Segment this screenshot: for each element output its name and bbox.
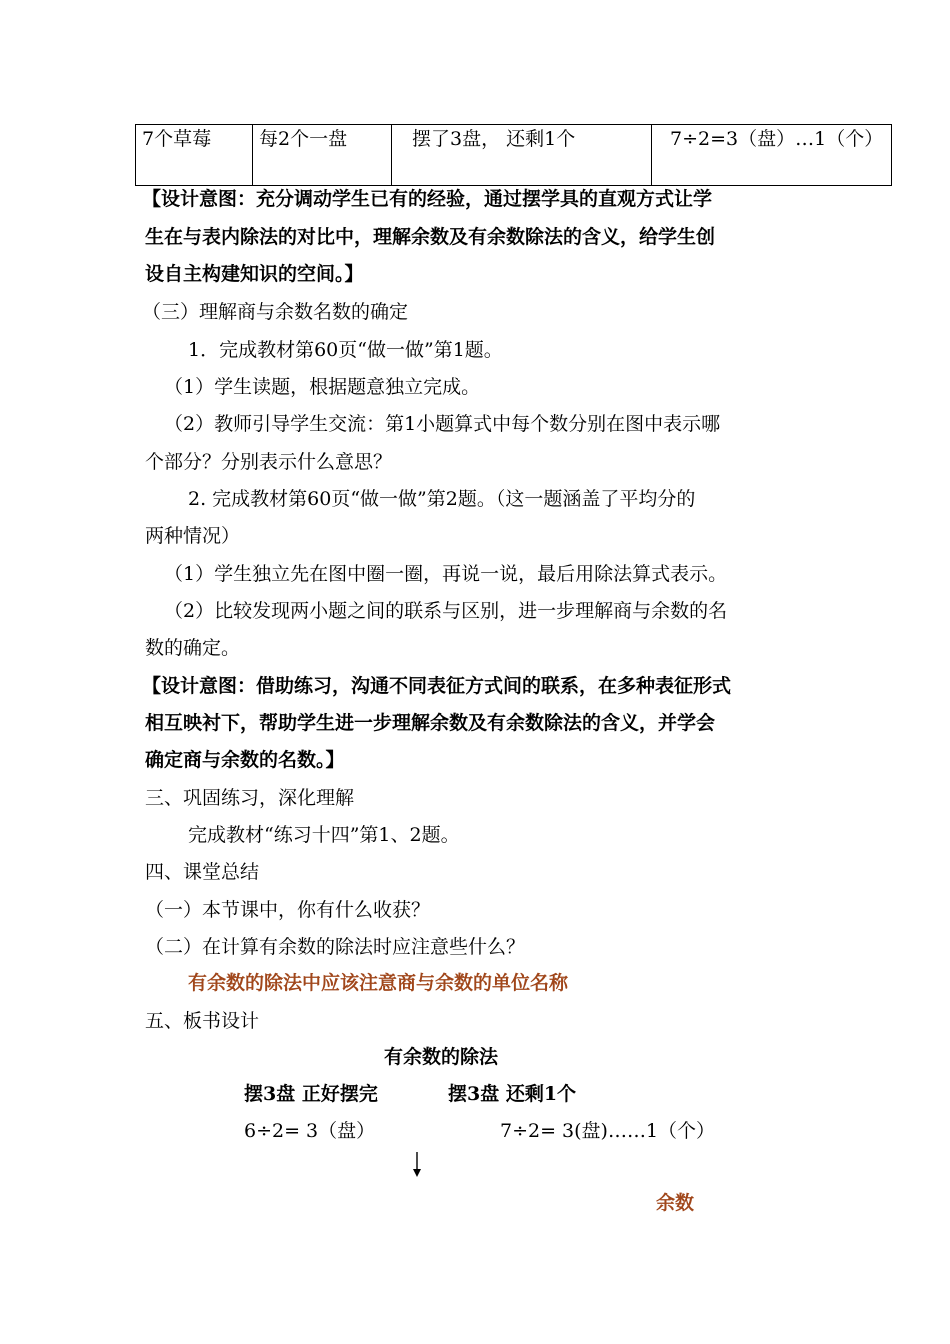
section-3-heading: （三）理解商与余数名数的确定 [142,301,409,323]
board-title: 有余数的除法 [384,1046,499,1068]
table-cell: 每2个一盘 [253,125,392,186]
design-intent-1-line-2: 生在与表内除法的对比中，理解余数及有余数除法的含义，给学生创 [145,226,716,248]
design-intent-2-line-2: 相互映衬下，帮助学生进一步理解余数及有余数除法的含义，并学会 [145,712,716,734]
board-left-equation: 6÷2= 3（盘） [244,1120,376,1142]
item-2-2-line-2: 数的确定。 [145,637,241,659]
item-1: 1．完成教材第60页“做一做”第1题。 [188,339,503,361]
part-4-answer: 有余数的除法中应该注意商与余数的单位名称 [188,972,569,994]
design-intent-2-line-1: 【设计意图：借助练习，沟通不同表征方式间的联系，在多种表征形式 [142,675,732,697]
part-3-body: 完成教材“练习十四”第1、2题。 [188,824,460,846]
part-4-question-1: （一）本节课中，你有什么收获？ [145,899,431,921]
summary-table [135,124,892,186]
part-3-heading: 三、巩固练习，深化理解 [145,787,355,809]
table-row [136,125,892,186]
item-2-line-1: 2. 完成教材第60页“做一做”第2题。（这一题涵盖了平均分的 [188,488,696,510]
item-1-2-line-2: 个部分？分别表示什么意思？ [145,451,393,473]
board-left-label: 摆3盘 正好摆完 [244,1083,378,1105]
design-intent-2-line-3: 确定商与余数的名数。】 [145,749,345,771]
item-2-1: （1）学生独立先在图中圈一圈，再说一说，最后用除法算式表示。 [164,563,728,585]
part-4-question-2: （二）在计算有余数的除法时应注意些什么？ [145,936,526,958]
board-remainder-label: 余数 [656,1192,695,1214]
design-intent-1-line-3: 设自主构建知识的空间。】 [145,263,364,285]
item-1-1: （1）学生读题，根据题意独立完成。 [164,376,481,398]
board-right-equation: 7÷2= 3(盘)……1（个） [500,1120,716,1142]
part-4-heading: 四、课堂总结 [145,861,260,883]
table-cell: 摆了3盘， 还剩1个 [392,125,652,186]
part-5-heading: 五、板书设计 [145,1010,260,1032]
item-2-2-line-1: （2）比较发现两小题之间的联系与区别，进一步理解商与余数的名 [164,600,728,622]
down-arrow-icon [410,1152,424,1178]
board-right-label: 摆3盘 还剩1个 [448,1083,577,1105]
table-cell: 7个草莓 [136,125,253,186]
design-intent-1-line-1: 【设计意图：充分调动学生已有的经验，通过摆学具的直观方式让学 [142,188,713,210]
item-1-2-line-1: （2）教师引导学生交流：第1小题算式中每个数分别在图中表示哪 [164,413,721,435]
item-2-line-2: 两种情况） [145,525,241,547]
table-cell: 7÷2=3（盘）…1（个） [652,125,892,186]
